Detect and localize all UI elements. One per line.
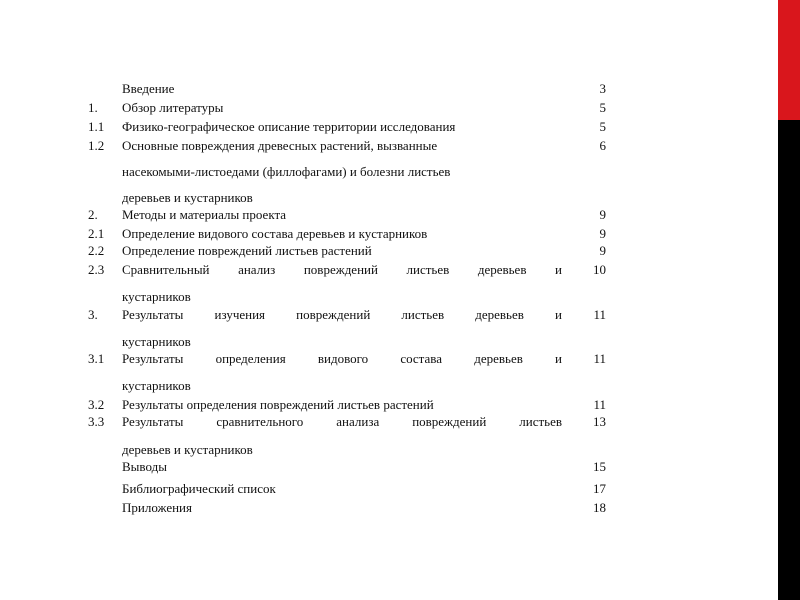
- toc-title: Результаты определения повреждений листьев растений: [122, 397, 434, 412]
- toc-title: Результаты сравнительного анализа повреждений листьев: [122, 414, 562, 429]
- toc-page-intro: 3: [599, 81, 606, 96]
- toc-number: 2.1: [88, 226, 105, 241]
- toc-number: 3.: [88, 307, 98, 322]
- toc-page: 13: [593, 414, 606, 429]
- toc-page: 9: [599, 226, 606, 241]
- toc-title-continuation: кустарников: [122, 378, 191, 393]
- toc-page: 5: [599, 119, 606, 134]
- toc-page: 9: [599, 243, 606, 258]
- toc-title-bibliography: Библиографический список: [122, 481, 276, 496]
- accent-bar-black: [778, 120, 800, 600]
- toc-title-appendices: Приложения: [122, 500, 192, 515]
- toc-title: Физико-географическое описание территории исследования: [122, 119, 456, 134]
- toc-page: 6: [599, 138, 606, 153]
- toc-number: 1.1: [88, 119, 105, 134]
- toc-title-continuation: деревьев и кустарников: [122, 190, 253, 205]
- toc-title: Сравнительный анализ повреждений листьев деревьев и: [122, 262, 562, 277]
- toc-page: 10: [593, 262, 606, 277]
- toc-page: 11: [593, 351, 606, 366]
- toc-number: 2.3: [88, 262, 105, 277]
- toc-number: 2.: [88, 207, 98, 222]
- toc-title-continuation: кустарников: [122, 334, 191, 349]
- toc-page-appendices: 18: [593, 500, 606, 515]
- toc-title-continuation: деревьев и кустарников: [122, 442, 253, 457]
- toc-number: 3.1: [88, 351, 105, 366]
- toc-title: Методы и материалы проекта: [122, 207, 287, 222]
- toc-number: 1.: [88, 100, 98, 115]
- toc-page-conclusions: 15: [593, 459, 606, 474]
- toc-title: Результаты изучения повреждений листьев деревьев и: [122, 307, 562, 322]
- toc-page-bibliography: 17: [593, 481, 606, 496]
- toc-number: 3.2: [88, 397, 105, 412]
- toc-title-continuation: кустарников: [122, 289, 191, 304]
- toc-number: 1.2: [88, 138, 105, 153]
- toc-page: 11: [593, 397, 606, 412]
- toc-page: 9: [599, 207, 606, 222]
- toc-title-continuation: насекомыми-листоедами (филлофагами) и болезни листьев: [122, 164, 451, 179]
- toc-number: 3.3: [88, 414, 105, 429]
- toc-page: 5: [599, 100, 606, 115]
- toc-title: Результаты определения видового состава деревьев и: [122, 351, 562, 366]
- toc-title-intro: Введение: [122, 81, 175, 96]
- toc-title-conclusions: Выводы: [122, 459, 167, 474]
- toc-page: 11: [593, 307, 606, 322]
- toc-title: Определение повреждений листьев растений: [122, 243, 372, 258]
- toc-title: Основные повреждения древесных растений, вызванные: [122, 138, 438, 153]
- toc-title: Определение видового состава деревьев и кустарников: [122, 226, 428, 241]
- toc-title: Обзор литературы: [122, 100, 224, 115]
- accent-bar-red: [778, 0, 800, 120]
- toc-number: 2.2: [88, 243, 105, 258]
- slide-accent-bar: [778, 0, 800, 600]
